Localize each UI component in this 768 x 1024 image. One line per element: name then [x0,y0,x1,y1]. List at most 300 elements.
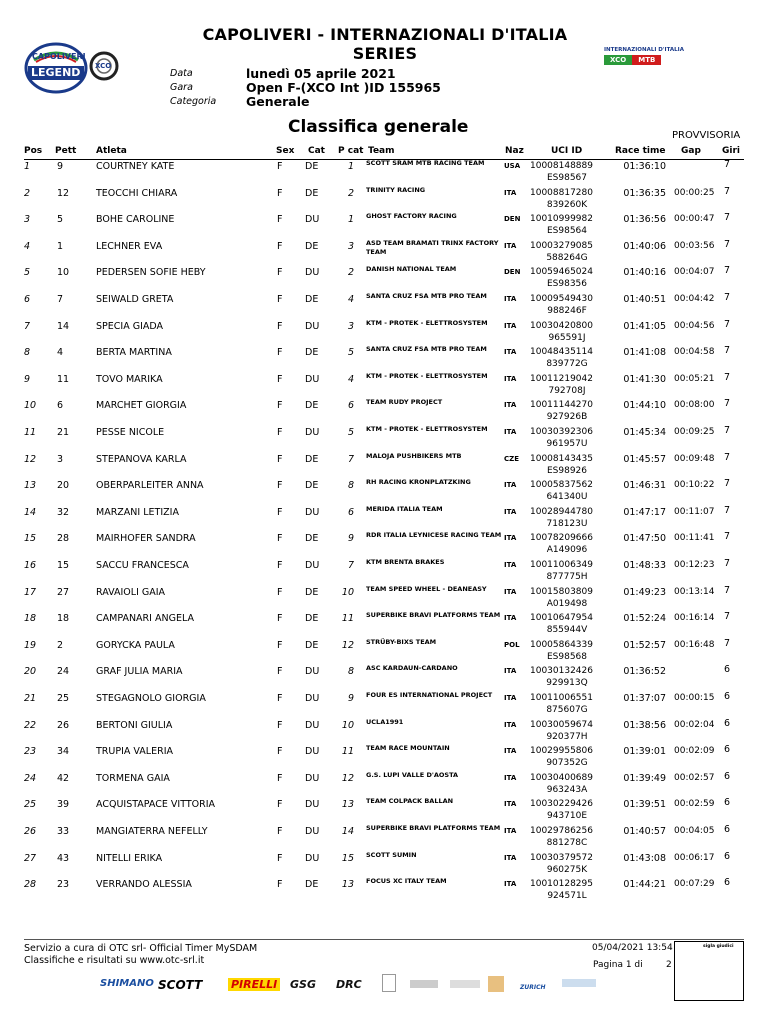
row-sex: F [277,666,283,678]
row-uci-id-suffix: ES98356 [546,279,588,290]
row-position: 21 [24,693,37,704]
row-category-position: 4 [347,373,354,385]
row-team: SCOTT SRAM MTB RACING TEAM [366,159,485,167]
sponsor-logo-placeholder [562,979,596,987]
row-nation: ITA [504,348,517,357]
info-label: Data [170,68,193,79]
row-laps: 7 [724,558,731,569]
row-team: FOCUS XC ITALY TEAM [366,877,447,886]
table-row [24,187,744,213]
col-pcat: P cat [338,146,364,156]
row-uci-id: 10008148889 [530,161,593,171]
row-sex: F [277,639,283,651]
row-bib: 32 [57,506,70,518]
row-position: 12 [24,453,37,465]
row-bib: 6 [57,400,64,412]
col-pett: Pett [55,146,77,156]
col-atleta: Atleta [96,146,127,156]
row-gap: 00:00:47 [674,214,715,225]
row-uci-id: 10078209666 [530,533,593,544]
row-athlete: TRUPIA VALERIA [96,746,173,758]
row-nation: ITA [504,321,517,330]
row-category: DE [305,294,319,305]
capoliveri-legend-logo [24,38,120,94]
row-laps: 6 [724,691,731,702]
row-race-time: 01:40:51 [623,294,666,305]
table-row [24,852,744,878]
row-nation: CZE [504,454,519,463]
row-athlete: GORYCKA PAULA [96,639,175,651]
row-team: SANTA CRUZ FSA MTB PRO TEAM [366,292,487,300]
table-row [24,160,744,186]
row-category: DE [305,400,319,412]
row-uci-id-suffix: 877775H [546,572,588,582]
row-laps: 7 [724,584,731,596]
row-sex: F [277,719,283,731]
table-row [24,798,744,824]
row-team: ASC KARDAUN-CARDANO [366,664,458,673]
row-category-position: 5 [347,427,354,438]
row-category-position: 6 [347,400,354,412]
row-race-time: 01:36:10 [623,161,666,172]
row-athlete: LECHNER EVA [96,240,163,252]
table-row [24,586,744,612]
row-category: DU [305,719,320,731]
row-nation: ITA [504,587,517,596]
event-title-line2: SERIES [352,44,418,63]
internazionali-italia-logo [604,47,696,69]
row-uci-id: 10030132426 [530,666,593,677]
logo-right-xco: XCO [604,55,632,65]
row-category-position: 4 [347,294,354,305]
row-sex: F [277,613,283,625]
row-uci-id: 10059465024 [530,267,593,278]
sponsor-shimano-logo: SHIMANO [100,978,154,989]
row-team: SUPERBIKE BRAVI PLATFORMS TEAM [366,611,501,620]
row-race-time: 01:47:17 [623,506,666,518]
row-gap: 00:09:25 [674,427,715,437]
row-athlete: MAIRHOFER SANDRA [96,533,196,545]
row-bib: 2 [57,639,64,651]
row-laps: 7 [724,185,731,197]
row-athlete: SPECIA GIADA [96,320,164,332]
table-row [24,346,744,372]
row-sex: F [277,533,283,545]
logo-right-caption: INTERNAZIONALI D'ITALIA [604,47,684,53]
row-race-time: 01:41:08 [623,347,666,359]
sponsor-logo-placeholder [488,976,504,992]
row-gap: 00:04:05 [674,826,715,836]
row-uci-id: 10030392306 [530,427,593,437]
row-sex: F [277,294,283,305]
sponsor-logo-placeholder [450,980,480,988]
logo-text-main: LEGEND [31,66,81,79]
row-team: TRINITY RACING [366,185,426,194]
row-athlete: STEPANOVA KARLA [96,453,187,465]
row-race-time: 01:41:30 [623,373,666,385]
sponsor-gsg-logo: GSG [290,978,316,991]
row-position: 20 [24,666,37,678]
table-row [24,665,744,691]
row-laps: 7 [724,318,731,330]
row-uci-id-suffix: 839772G [546,359,588,370]
row-uci-id: 10011006551 [530,693,593,703]
row-gap: 00:16:48 [674,639,715,650]
row-sex: F [277,400,283,412]
status-label: PROVVISORIA [672,130,741,141]
row-category-position: 8 [347,666,354,678]
row-position: 18 [24,613,37,625]
row-category: DU [305,427,320,438]
row-category-position: 1 [347,214,354,226]
row-race-time: 01:45:57 [623,453,666,465]
row-team: STRÜBY-BIXS TEAM [366,637,437,646]
row-sex: F [277,506,283,518]
row-nation: ITA [504,507,517,516]
row-category: DU [305,214,320,226]
info-label: Gara [170,82,193,93]
row-athlete: MARZANI LETIZIA [96,506,179,518]
row-bib: 7 [57,294,64,305]
row-gap: 00:16:14 [674,613,715,624]
row-laps: 7 [724,637,731,649]
row-nation: ITA [504,853,517,862]
info-value: lunedì 05 aprile 2021 [246,66,396,81]
row-category: DU [305,772,320,784]
row-uci-id: 10011006349 [530,560,593,570]
row-category-position: 2 [347,267,354,279]
row-bib: 25 [57,693,70,704]
row-category-position: 14 [341,826,354,837]
sponsor-zurich-logo: ZURICH [520,984,546,991]
row-race-time: 01:52:57 [623,639,666,651]
row-athlete: MARCHET GIORGIA [96,400,187,412]
row-race-time: 01:46:31 [623,480,666,492]
row-nation: USA [504,162,521,170]
table-row [24,878,744,904]
row-position: 7 [24,320,31,332]
row-team: DANISH NATIONAL TEAM [366,265,457,274]
row-nation: ITA [504,428,517,436]
row-laps: 6 [724,664,731,676]
row-bib: 43 [57,852,70,864]
row-gap: 00:03:56 [674,240,715,251]
row-position: 27 [24,852,37,864]
table-row [24,479,744,505]
row-category-position: 10 [341,719,354,731]
row-nation: ITA [504,561,517,569]
row-nation: ITA [504,188,517,197]
row-laps: 7 [724,212,731,224]
row-race-time: 01:48:33 [623,560,666,571]
row-laps: 7 [724,451,731,463]
row-position: 6 [24,294,31,305]
row-uci-id-suffix: 588264G [546,252,588,263]
table-row [24,532,744,558]
row-gap: 00:00:15 [674,693,715,703]
row-category-position: 9 [347,693,354,704]
row-laps: 7 [724,238,731,250]
row-position: 28 [24,879,37,891]
row-race-time: 01:45:34 [623,427,666,438]
row-bib: 33 [57,826,70,837]
row-sex: F [277,586,283,598]
row-position: 4 [24,240,31,252]
row-uci-id-suffix: 929913Q [546,678,588,689]
row-gap: 00:06:17 [674,852,715,863]
row-uci-id-suffix: 965591J [548,332,586,343]
table-row [24,213,744,239]
row-uci-id-suffix: ES98926 [546,465,588,476]
row-category-position: 7 [347,453,354,465]
table-row [24,612,744,638]
row-sex: F [277,693,283,704]
row-race-time: 01:44:10 [623,400,666,412]
row-race-time: 01:43:08 [623,852,666,864]
row-uci-id: 10030420800 [530,320,593,331]
row-team: TEAM RACE MOUNTAIN [366,744,450,753]
info-value: Open F-(XCO Int )ID 155965 [246,80,441,95]
row-uci-id-suffix: 961957U [546,439,588,449]
row-race-time: 01:41:05 [623,320,666,332]
col-giri: Giri [722,146,740,156]
row-race-time: 01:39:01 [623,746,666,758]
row-race-time: 01:52:24 [623,613,666,625]
row-team: SANTA CRUZ FSA MTB PRO TEAM [366,345,487,354]
row-team: SUPERBIKE BRAVI PLATFORMS TEAM [366,824,501,832]
row-bib: 10 [57,267,70,279]
row-team: TEAM COLPACK BALLAN [366,797,454,806]
row-nation: ITA [504,614,517,623]
row-uci-id-suffix: ES98567 [546,173,588,183]
row-bib: 11 [57,373,70,385]
table-row [24,825,744,851]
row-athlete: RAVAIOLI GAIA [96,586,166,598]
row-athlete: TOVO MARIKA [96,373,163,385]
row-team: KTM - PROTEK - ELETTROSYSTEM [366,425,488,433]
row-uci-id-suffix: A149096 [546,545,588,556]
row-team: KTM - PROTEK - ELETTROSYSTEM [366,318,488,327]
row-nation: ITA [504,481,517,490]
row-bib: 12 [57,187,70,199]
row-athlete: NITELLI ERIKA [96,852,163,864]
row-nation: ITA [504,667,517,676]
row-uci-id-suffix: 839260K [546,199,588,210]
row-category: DE [305,879,319,891]
row-uci-id: 10030400689 [530,772,593,783]
table-row [24,719,744,745]
row-team: SCOTT SUMIN [366,850,417,859]
row-laps: 6 [724,797,731,809]
row-bib: 27 [57,586,70,598]
row-team: RDR ITALIA LEYNICESE RACING TEAM [366,531,502,540]
row-bib: 39 [57,799,70,811]
row-category: DE [305,187,319,199]
row-bib: 28 [57,533,70,545]
row-athlete: BOHE CAROLINE [96,214,175,226]
col-naz: Naz [505,146,524,156]
row-nation: DEN [504,215,521,224]
row-gap: 00:09:48 [674,453,715,464]
row-race-time: 01:39:49 [623,772,666,784]
row-position: 11 [24,427,37,438]
row-nation: ITA [504,534,517,543]
row-category: DU [305,852,320,864]
row-uci-id-suffix: 960275K [546,864,588,875]
row-position: 2 [24,187,31,199]
row-position: 10 [24,400,37,412]
logo-right-mtb: MTB [632,55,661,65]
row-uci-id-suffix: 907352G [546,758,588,769]
row-team: TEAM SPEED WHEEL - DEANEASY [366,584,487,593]
row-position: 5 [24,267,31,279]
row-gap: 00:04:07 [674,267,715,278]
table-row [24,426,744,452]
table-row [24,559,744,585]
row-athlete: MANGIATERRA NEFELLY [96,826,208,837]
table-row [24,506,744,532]
row-laps: 6 [724,770,731,782]
signature-label: sigla giudici [703,944,734,949]
row-sex: F [277,560,283,571]
row-uci-id-suffix: 963243A [546,784,588,795]
row-team: FOUR ES INTERNATIONAL PROJECT [366,691,493,699]
row-bib: 4 [57,347,64,359]
row-bib: 9 [57,161,64,172]
row-bib: 14 [57,320,70,332]
row-uci-id-suffix: 855944V [546,625,588,636]
row-category-position: 12 [341,772,354,784]
row-bib: 5 [57,214,64,226]
row-position: 17 [24,586,37,598]
row-team: MALOJA PUSHBIKERS MTB [366,451,462,460]
row-team: MERIDA ITALIA TEAM [366,504,443,513]
table-row [24,373,744,399]
row-uci-id-suffix: 943710E [546,811,588,822]
row-athlete: OBERPARLEITER ANNA [96,480,204,492]
row-uci-id: 10010128295 [530,879,593,890]
row-race-time: 01:36:52 [623,666,666,678]
row-position: 8 [24,347,31,359]
row-category: DE [305,586,319,598]
row-uci-id: 10009549430 [530,294,593,304]
row-athlete: SACCU FRANCESCA [96,560,189,571]
row-race-time: 01:40:06 [623,240,666,252]
row-sex: F [277,373,283,385]
sponsor-crest-icon [382,974,396,992]
row-laps: 7 [724,504,731,516]
row-category: DU [305,746,320,758]
row-category-position: 3 [347,240,354,252]
row-athlete: BERTA MARTINA [96,347,172,359]
row-team: RH RACING KRONPLATZKING [366,478,471,487]
row-uci-id: 10028944780 [530,506,593,517]
row-category-position: 11 [341,613,354,625]
row-category: DU [305,666,320,678]
row-position: 9 [24,373,31,385]
row-uci-id-suffix: ES98564 [546,226,588,237]
row-category-position: 9 [347,533,354,545]
row-position: 26 [24,826,37,837]
row-category: DU [305,826,320,837]
row-uci-id-suffix: A019498 [546,598,588,609]
row-uci-id-suffix: ES98568 [546,651,588,662]
row-laps: 7 [724,398,731,410]
row-bib: 26 [57,719,70,731]
col-uci: UCI ID [551,146,583,156]
row-uci-id: 10010999982 [530,214,593,225]
row-category-position: 10 [341,586,354,598]
row-uci-id: 10029955806 [530,746,593,757]
row-sex: F [277,214,283,226]
row-uci-id: 10030059674 [530,719,593,730]
row-position: 22 [24,719,37,731]
row-category-position: 5 [347,347,354,359]
footer-results-link[interactable]: Classifiche e risultati su www.otc-srl.it [24,955,205,966]
row-position: 15 [24,533,37,545]
row-category-position: 2 [347,187,354,199]
row-sex: F [277,799,283,811]
row-nation: ITA [504,720,517,729]
row-category: DE [305,453,319,465]
row-uci-id-suffix: 881278C [546,838,588,848]
row-athlete: GRAF JULIA MARIA [96,666,183,678]
row-category-position: 12 [341,639,354,651]
row-sex: F [277,320,283,332]
row-gap: 00:04:56 [674,320,715,331]
footer-divider [24,939,744,940]
row-uci-id-suffix: 875607G [546,705,588,715]
row-athlete: VERRANDO ALESSIA [96,879,192,891]
row-gap: 00:04:42 [674,294,715,304]
row-athlete: CAMPANARI ANGELA [96,613,194,625]
row-uci-id: 10015803809 [530,586,593,597]
table-row [24,240,744,266]
row-laps: 7 [724,425,731,436]
row-category-position: 11 [341,746,354,758]
row-uci-id-suffix: 924571L [547,891,587,902]
row-position: 16 [24,560,37,571]
row-race-time: 01:40:16 [623,267,666,279]
row-laps: 7 [724,611,731,623]
table-row [24,639,744,665]
logo-text-xco: XCO [95,62,112,70]
row-race-time: 01:36:35 [623,187,666,199]
info-label: Categoria [170,96,217,107]
row-athlete: BERTONI GIULIA [96,719,173,731]
row-nation: ITA [504,827,517,835]
row-athlete: TEOCCHI CHIARA [96,187,178,199]
row-gap: 00:11:07 [674,506,715,517]
row-athlete: ACQUISTAPACE VITTORIA [96,799,216,811]
row-team: G.S. LUPI VALLE D'AOSTA [366,770,459,779]
row-race-time: 01:47:50 [623,533,666,545]
row-gap: 00:04:58 [674,347,715,358]
row-category-position: 13 [341,879,354,891]
row-uci-id-suffix: 988246F [547,306,587,316]
row-bib: 23 [57,879,70,891]
row-laps: 7 [724,531,731,543]
row-bib: 21 [57,427,70,438]
row-gap: 00:10:22 [674,480,715,491]
row-nation: ITA [504,880,517,889]
row-position: 13 [24,480,37,492]
row-race-time: 01:49:23 [623,586,666,598]
row-uci-id-suffix: 920377H [546,731,588,742]
row-position: 14 [24,506,37,518]
row-laps: 6 [724,717,731,729]
row-athlete: PEDERSEN SOFIE HEBY [96,267,206,279]
